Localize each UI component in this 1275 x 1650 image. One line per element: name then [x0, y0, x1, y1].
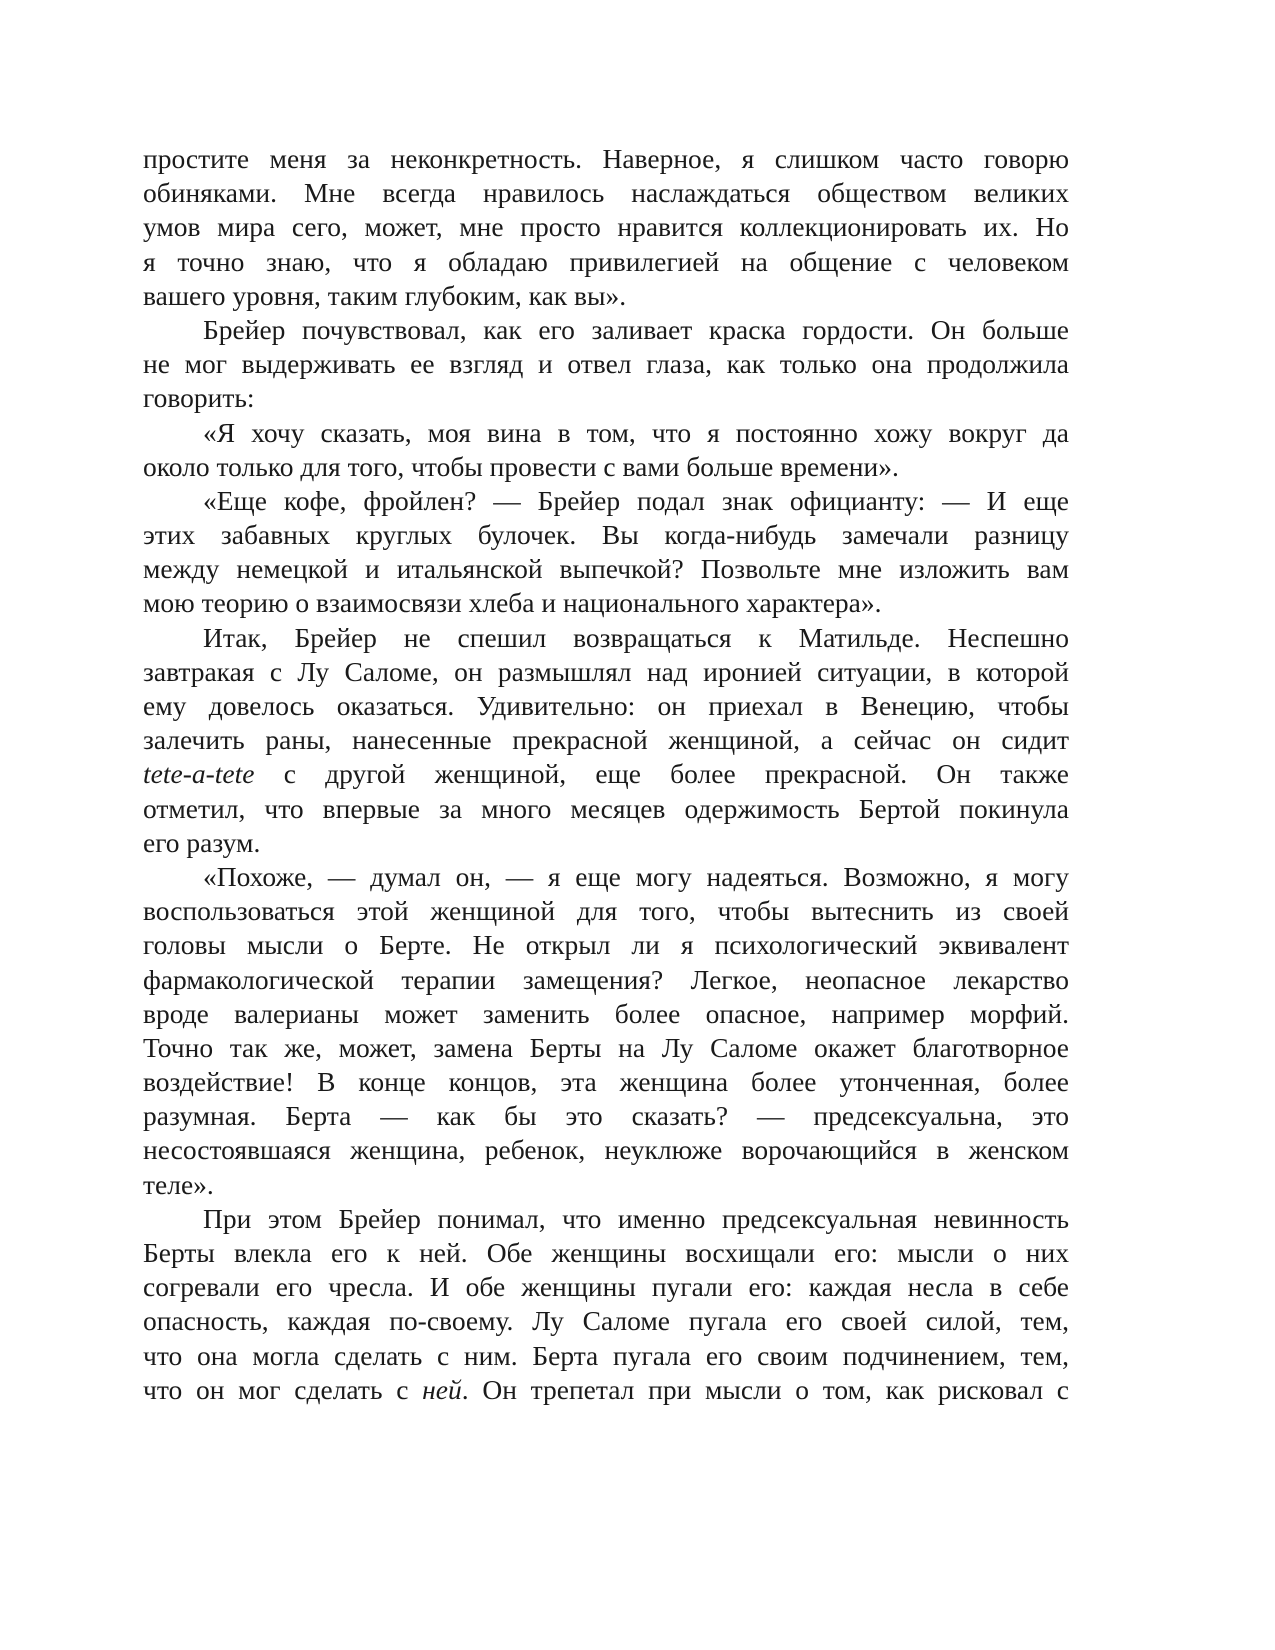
- text-segment: разумная. Берта — как бы это сказать? — предсексуальна, это: [143, 1100, 1069, 1132]
- text-segment: не мог выдерживать ее взгляд и отвел глаза, как только она продолжила: [143, 348, 1069, 380]
- text-line: [143, 1202, 1069, 1236]
- text-line: [143, 826, 1069, 860]
- paragraph: [143, 484, 1069, 621]
- text-line: [143, 689, 1069, 723]
- text-line: [143, 1099, 1069, 1133]
- text-line: [143, 142, 1069, 176]
- text-segment: его разум.: [143, 826, 261, 858]
- text-line: [143, 1270, 1069, 1304]
- text-segment: согревали его чресла. И обе женщины пугали его: каждая несла в себе: [143, 1271, 1069, 1303]
- text-segment: теле».: [143, 1168, 214, 1200]
- text-line: [143, 1373, 1069, 1407]
- text-segment: между немецкой и итальянской выпечкой? Позвольте мне изложить вам: [143, 553, 1069, 585]
- text-line: [143, 1133, 1069, 1167]
- text-segment: умов мира сего, может, мне просто нравится коллекционировать их. Но: [143, 211, 1069, 243]
- italic-text: ней: [422, 1373, 462, 1405]
- text-segment: вроде валерианы может заменить более опасное, например морфий.: [143, 997, 1069, 1029]
- text-line: [143, 860, 1069, 894]
- text-segment: несостоявшаяся женщина, ребенок, неуклюже ворочающийся в женском: [143, 1134, 1069, 1166]
- text-line: [143, 552, 1069, 586]
- text-line: [143, 1236, 1069, 1270]
- text-segment: . Он трепетал при мысли о том, как рисковал с: [461, 1373, 1069, 1405]
- text-segment: «Похоже, — думал он, — я еще могу надеяться. Возможно, я могу: [203, 860, 1069, 892]
- text-segment: говорить:: [143, 382, 255, 414]
- text-segment: головы мысли о Берте. Не открыл ли я психологический эквивалент: [143, 929, 1069, 961]
- text-segment: залечить раны, нанесенные прекрасной женщиной, а сейчас он сидит: [143, 724, 1069, 756]
- text-segment: что она могла сделать с ним. Берта пугала его своим подчинением, тем,: [143, 1339, 1069, 1371]
- text-segment: фармакологической терапии замещения? Легкое, неопасное лекарство: [143, 963, 1069, 995]
- text-segment: Итак, Брейер не спешил возвращаться к Матильде. Неспешно: [203, 621, 1069, 653]
- text-line: [143, 518, 1069, 552]
- text-line: [143, 484, 1069, 518]
- text-line: [143, 1168, 1069, 1202]
- paragraph: [143, 621, 1069, 860]
- text-line: [143, 279, 1069, 313]
- text-line: [143, 1339, 1069, 1373]
- text-line: [143, 210, 1069, 244]
- text-segment: этих забавных круглых булочек. Вы когда-нибудь замечали разницу: [143, 519, 1069, 551]
- text-line: [143, 792, 1069, 826]
- text-segment: «Еще кофе, фройлен? — Брейер подал знак официанту: — И еще: [203, 484, 1069, 516]
- text-line: [143, 997, 1069, 1031]
- paragraph: [143, 1202, 1069, 1407]
- text-segment: ему довелось оказаться. Удивительно: он приехал в Венецию, чтобы: [143, 690, 1069, 721]
- text-segment: Берты влекла его к ней. Обе женщины восхищали его: мысли о них: [143, 1237, 1069, 1268]
- text-line: [143, 313, 1069, 347]
- text-segment: мою теорию о взаимосвязи хлеба и национального характера».: [143, 587, 882, 619]
- text-segment: около только для того, чтобы провести с вами больше времени».: [143, 450, 899, 482]
- text-segment: вашего уровня, таким глубоким, как вы».: [143, 279, 627, 311]
- text-segment: простите меня за неконкретность. Наверное, я слишком часто говорю: [143, 143, 1069, 174]
- text-line: [143, 655, 1069, 689]
- text-line: [143, 757, 1069, 791]
- text-line: [143, 928, 1069, 962]
- text-line: [143, 894, 1069, 928]
- text-segment: обиняками. Мне всегда нравилось наслаждаться обществом великих: [143, 177, 1069, 209]
- text-line: [143, 621, 1069, 655]
- text-segment: При этом Брейер понимал, что именно предсексуальная невинность: [203, 1202, 1069, 1234]
- text-line: [143, 381, 1069, 415]
- text-line: [143, 450, 1069, 484]
- text-segment: «Я хочу сказать, моя вина в том, что я постоянно хожу вокруг да: [203, 416, 1069, 448]
- paragraph: [143, 142, 1069, 313]
- text-line: [143, 1304, 1069, 1338]
- text-segment: опасность, каждая по-своему. Лу Саломе пугала его своей силой, тем,: [143, 1305, 1069, 1337]
- text-segment: Точно так же, может, замена Берты на Лу Саломе окажет благотворное: [143, 1031, 1069, 1063]
- paragraph: [143, 416, 1069, 484]
- text-segment: воздействие! В конце концов, эта женщина более утонченная, более: [143, 1066, 1069, 1098]
- text-segment: Брейер почувствовал, как его заливает краска гордости. Он больше: [203, 313, 1069, 345]
- text-line: [143, 416, 1069, 450]
- text-segment: я точно знаю, что я обладаю привилегией на общение с человеком: [143, 245, 1069, 277]
- text-line: [143, 245, 1069, 279]
- text-segment: завтракая с Лу Саломе, он размышлял над иронией ситуации, в которой: [143, 655, 1069, 687]
- document-page: [143, 142, 1069, 1407]
- text-line: [143, 1065, 1069, 1099]
- paragraph: [143, 860, 1069, 1202]
- text-segment: с другой женщиной, еще более прекрасной. Он также: [254, 758, 1069, 790]
- italic-text: tete-a-tete: [143, 758, 255, 790]
- text-line: [143, 347, 1069, 381]
- text-line: [143, 723, 1069, 757]
- text-segment: воспользоваться этой женщиной для того, чтобы вытеснить из своей: [143, 895, 1069, 927]
- text-line: [143, 586, 1069, 620]
- text-segment: что он мог сделать с: [143, 1373, 423, 1405]
- text-line: [143, 176, 1069, 210]
- text-line: [143, 1031, 1069, 1065]
- text-line: [143, 963, 1069, 997]
- paragraph: [143, 313, 1069, 416]
- text-segment: отметил, что впервые за много месяцев одержимость Бертой покинула: [143, 792, 1069, 824]
